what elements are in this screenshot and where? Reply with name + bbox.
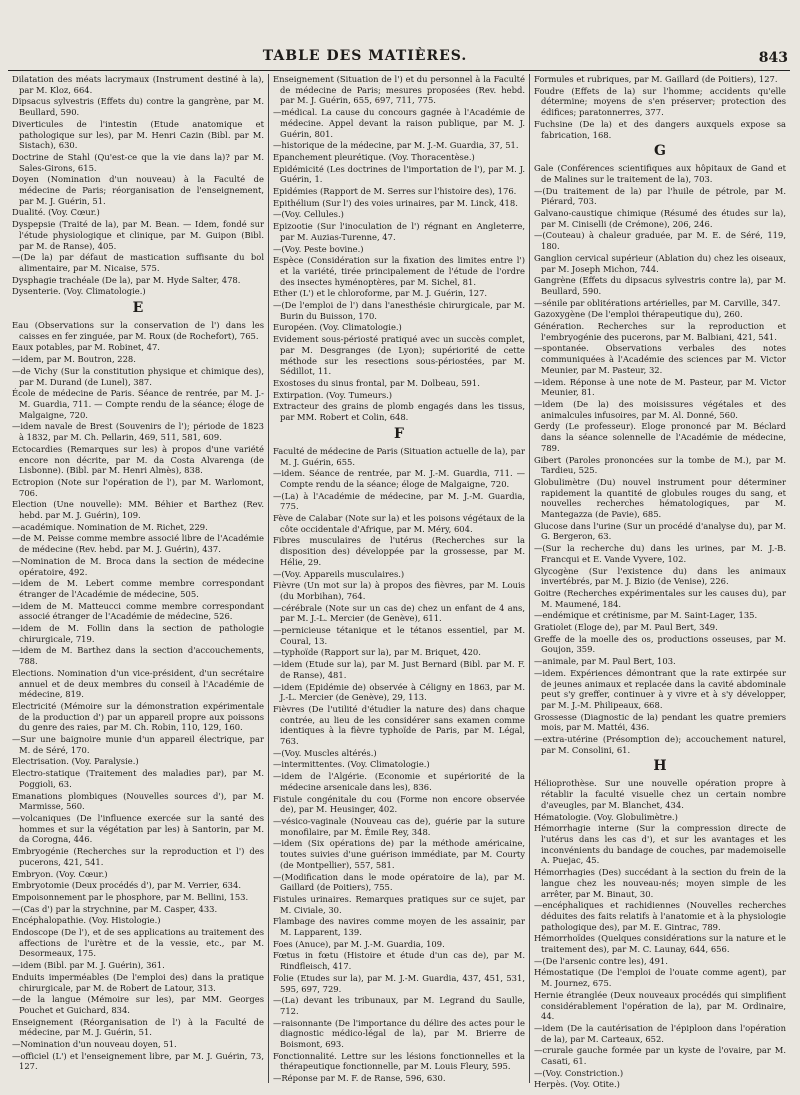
index-entry: Enseignement (Situation de l') et du personnel à la Faculté de médecine de Paris; mesures proposées (Rev. hebd. par M. J. Guérin, 655, 697, 711, 775. [273,74,525,106]
index-column-left [8,74,268,1083]
index-entry: Hématologie. (Voy. Globulimètre.) [534,811,678,822]
index-entry: Globulimètre (Du) nouvel instrument pour déterminer rapidement la quantité de globules rouges du sang, et nouvelles recherches hématologiques, par M. Mantegazza (de Pavie), 685. [534,476,786,520]
index-entry: Extirpation. (Voy. Tumeurs.) [273,389,393,400]
index-entry: Eau (Observations sur la conservation de l') dans les caisses en fer zinguée, par M. Roux (de Rochefort), 765. [12,320,264,341]
index-entry: Goitre (Recherches expérimentales sur les causes du), par M. Maumené, 184. [534,587,786,609]
index-entry: —(Modification dans le mode opératoire de la), par M. Gaillard (de Poitiers), 755. [273,871,525,893]
index-entry: —(La) à l'Académie de médecine, par M. J.-M. Guardia, 775. [273,490,525,512]
index-entry: —académique. Nomination de M. Richet, 229. [12,521,208,532]
index-entry: Espèce (Considération sur la fixation des limites entre l') et la variété, tirée principalement de l'étude de l'ordre des insectes hyménoptères, par M. Sichel, 81. [273,255,525,287]
index-entry: —raisonnante (De l'importance du délire des actes pour le diagnostic médico-légal de la), par M. Brierre de Boismont, 693. [273,1017,525,1050]
index-entry: —extra-utérine (Présomption de); accouchement naturel, par M. Consolini, 61. [534,734,786,755]
section-letter: G [654,143,666,160]
index-entry: —(Sur la recherche du) dans les urines, par M. J.-B. Francqui et E. Vande Vyvere, 102. [534,543,786,564]
index-entry: Electricité (Mémoire sur la démonstration expérimentale de la production d') par un appareil propre aux poissons du genre des raies, par M. Ch. Robin, 110, 129, 160. [12,700,264,733]
index-entry: Dyspepsie (Traité de la), par M. Bean. — Idem, fondé sur l'étude physiologique et clinique, par M. Guipon (Bibl. par M. de Ranse), 405. [12,219,264,251]
index-entry: —de la langue (Mémoire sur les), par MM. Georges Pouchet et Guichard, 834. [12,994,264,1015]
index-entry: Endoscope (De l'), et de ses applications au traitement des affections de l'urètre et de la vessie, etc., par M. Desormeaux, 175. [12,927,264,959]
index-entry: —officiel (L') et l'enseignement libre, par M. J. Guérin, 73, 127. [12,1050,264,1072]
index-entry: —idem (Etude sur la), par M. Just Bernard (Bibl. par M. F. de Ranse), 481. [273,659,525,680]
index-entry: —idem de l'Algérie. (Economie et supériorité de la médecine arsenicale dans les), 836. [273,771,525,792]
index-entry: Encéphalopathie. (Voy. Histologie.) [12,915,161,926]
index-entry: Gangrène (Effets du dipsacus sylvestris contre la), par M. Beullard, 590. [534,275,786,296]
index-entry: Herpès. (Voy. Otite.) [534,1079,620,1090]
index-entry: Embryon. (Voy. Cœur.) [12,868,108,879]
index-entry: Dipsacus sylvestris (Effets du) contre la gangrène, par M. Beullard, 590. [12,96,264,118]
index-entry: —crurale gauche formée par un kyste de l'ovaire, par M. Casati, 61. [534,1045,786,1067]
index-entry: Epithélium (Sur l') des voies urinaires, par M. Linck, 418. [273,197,518,208]
index-entry: —idem. Réponse à une note de M. Pasteur, par M. Victor Meunier, 81. [534,376,786,398]
index-entry: —(La) devant les tribunaux, par M. Legrand du Saulle, 712. [273,995,525,1016]
index-entry: —historique de la médecine, par M. J.-M. Guardia, 37, 51. [273,140,519,151]
index-entry: —pernicieuse tétanique et le tétanos essentiel, par M. Coural, 13. [273,625,525,646]
index-entry: —(Du traitement de la) par l'huile de pétrole, par M. Piérard, 703. [534,185,786,207]
index-entry: Embryogénie (Recherches sur la reproduction et l') des pucerons, 421, 541. [12,846,264,867]
index-entry: Hernie étranglée (Deux nouveaux procédés qui simplifient considérablement l'opération de la), par M. Ordinaire, 44. [534,989,786,1022]
running-head [0,42,800,64]
index-entry: Empoisonnement par le phosphore, par M. Bellini, 153. [12,891,249,902]
index-entry: —Sur une baignoire munie d'un appareil électrique, par M. de Séré, 170. [12,734,264,755]
index-entry: Ganglion cervical supérieur (Ablation du) chez les oiseaux, par M. Joseph Michon, 744. [534,252,786,274]
index-entry: Epanchement pleurétique. (Voy. Thoracentèse.) [273,151,475,162]
index-entry: —typhoïde (Rapport sur la), par M. Briquet, 420. [273,647,481,658]
index-entry: Embryotomie (Deux procédés d'), par M. Verrier, 634. [12,880,241,891]
page-number: 843 [758,50,788,66]
index-entry: —Réponse par M. F. de Ranse, 596, 630. [273,1073,446,1084]
index-entry: Gibert (Paroles prononcées sur la tombe de M.), par M. Tardieu, 525. [534,454,786,476]
index-entry: —vésico-vaginale (Nouveau cas de), guérie par la suture monofilaire, par M. Émile Rey, 348. [273,816,525,837]
index-entry: —intermittentes. (Voy. Climatologie.) [273,759,430,770]
page-title: TABLE DES MATIÈRES. [262,48,468,64]
index-entry: —encéphaliques et rachidiennes (Nouvelles recherches déduites des faits relatifs à l'anatomie et à la physiologie pathologique des), par M. E. Gintrac, 789. [534,900,786,932]
index-entry: Ectocardies (Remarques sur les) à propos d'une variété encore non décrite, par M. da Costa Alvarenga (de Lisbonne). (Bibl. par M. Henri Almès), 838. [12,443,264,476]
index-entry: Glucose dans l'urine (Sur un procédé d'analyse du), par M. G. Bergeron, 63. [534,520,786,542]
index-entry: Fœtus in fœtu (Histoire et étude d'un cas de), par M. Rindfleisch, 417. [273,950,525,972]
index-entry: —animale, par M. Paul Bert, 103. [534,656,676,667]
index-entry: Ectropion (Note sur l'opération de l'), par M. Warlomont, 706. [12,476,264,498]
index-entry: Dilatation des méats lacrymaux (Instrument destiné à la), par M. Kloz, 664. [12,74,264,95]
index-entry: Fistules urinaires. Remarques pratiques sur ce sujet, par M. Civiale, 30. [273,893,525,915]
index-entry: Gratiolet (Eloge de), par M. Paul Bert, 349. [534,622,718,633]
index-entry: —médical. La cause du concours gagnée à l'Académie de médecine. Appel devant la raison publique, par M. J. Guérin, 801. [273,107,525,139]
index-entry: Gerdy (Le professeur). Eloge prononcé par M. Béclard dans la séance solennelle de l'Académie de médecine, 789. [534,421,786,453]
index-entry: —idem (De la cautérisation de l'épiploon dans l'opération de la), par M. Carteaux, 652. [534,1022,786,1044]
index-column-right [529,74,790,1090]
index-entry: Election (Une nouvelle): MM. Béhier et Barthez (Rev. hebd. par M. J. Guérin), 109. [12,499,264,521]
index-entry: Flambage des navires comme moyen de les assainir, par M. Lapparent, 139. [273,916,525,938]
index-entry: —cérébrale (Note sur un cas de) chez un enfant de 4 ans, par M. J.-L. Mercier (de Genève), 611. [273,602,525,624]
index-entry: Galvano-caustique chimique (Résumé des études sur la), par M. Ciniselli (de Crémone), 206, 246. [534,208,786,229]
index-entry: Glycogène (Sur l'existence du) dans les animaux invertébrés, par M. J. Bizio (de Venise), 226. [534,565,786,587]
section-letter: F [394,425,404,442]
index-entry: Emanations plombiques (Nouvelles sources d'), par M. Marmisse, 560. [12,790,264,812]
index-entry: Greffe de la moelle des os, productions osseuses, par M. Goujon, 359. [534,633,786,655]
index-entry: —spontanée. Observations verbales des notes communiquées à l'Académie des sciences par M. Victor Meunier, par M. Pasteur, 32. [534,343,786,375]
index-entry: Formules et rubriques, par M. Gaillard (de Poitiers), 127. [534,74,778,84]
index-entry: —idem, par M. Boutron, 228. [12,354,136,365]
index-entry: Hémorrhagies (Des) succédant à la section du frein de la langue chez les nouveau-nés; moyen simple de les arrêter, par M. Binaut, 30. [534,867,786,899]
index-entry: —idem (Epidémie de) observée à Céligny en 1863, par M. J.-L. Mercier (de Genève), 29, 113. [273,681,525,703]
index-entry: Electro-statique (Traitement des maladies par), par M. Poggioli, 63. [12,768,264,789]
index-entry: Fièvre (Un mot sur la) à propos des fièvres, par M. Louis (du Morbihan), 764. [273,580,525,601]
index-entry: Epidémies (Rapport de M. Serres sur l'histoire des), 176. [273,186,517,197]
index-entry: —(Voy. Cellules.) [273,209,344,220]
index-entry: —(Voy. Constriction.) [534,1067,624,1078]
index-entry: Folie (Etudes sur la), par M. J.-M. Guardia, 437, 451, 531, 595, 697, 729. [273,972,525,994]
index-entry: —Nomination de M. Broca dans la section de médecine opératoire, 492. [12,555,264,577]
index-entry: —(Voy. Appareils musculaires.) [273,568,405,579]
index-entry: —volcaniques (De l'influence exercée sur la santé des hommes et sur la végétation par les) à Santorin, par M. da Corogna, 446. [12,813,264,845]
index-entry: —idem. Expériences démontrant que la rate extirpée sur de jeunes animaux et replacée dans la cavité abdominale peut s'y greffer, continuer à y vivre et à s'y développer, par M. J.-M. Philipeaux, 668. [534,667,786,710]
index-entry: Ether (L') et le chloroforme, par M. J. Guérin, 127. [273,288,488,299]
index-entry: Enseignement (Réorganisation de l') à la Faculté de médecine, par M. J. Guérin, 51. [12,1016,264,1038]
index-entry: Elections. Nomination d'un vice-président, d'un secrétaire annuel et de deux membres du conseil à l'Académie de médecine, 819. [12,667,264,700]
index-entry: —idem navale de Brest (Souvenirs de l'); période de 1823 à 1832, par M. Ch. Pellarin, 469, 511, 581, 609. [12,421,264,443]
index-entry: Fonctionnalité. Lettre sur les lésions fonctionnelles et la thérapeutique fonctionnelle, par M. Louis Fleury, 595. [273,1050,525,1072]
index-entry: —(Voy. Muscles altérés.) [273,747,377,758]
index-entry: Grossesse (Diagnostic de la) pendant les quatre premiers mois, par M. Mattéi, 436. [534,711,786,733]
index-entry: —(Voy. Peste bovine.) [273,243,364,254]
index-entry: Dysenterie. (Voy. Climatologie.) [12,286,146,297]
index-entry: Hélioprothèse. Sur une nouvelle opération propre à rétablir la faculté visuelle chez un certain nombre d'aveugles, par M. Blanchet, 434. [534,778,786,810]
index-entry: Européen. (Voy. Climatologie.) [273,322,402,333]
index-entry: —idem. Séance de rentrée, par M. J.-M. Guardia, 711. — Compte rendu de la séance; éloge de Malgaigne, 720. [273,468,525,489]
index-entry: Fièvres (De l'utilité d'étudier la nature des) dans chaque contrée, au lieu de les considérer sans examen comme identiques à la fièvre typhoïde de Paris, par M. Légal, 763. [273,703,525,747]
index-entry: Fève de Calabar (Note sur la) et les poisons végétaux de la côte occidentale d'Afrique, par M. Méry, 604. [273,513,525,534]
index-entry: —idem de M. Lebert comme membre correspondant étranger de l'Académie de médecine, 505. [12,578,264,599]
index-entry: Gazoxygène (De l'emploi thérapeutique du), 260. [534,309,743,320]
index-entry: Génération. Recherches sur la reproduction et l'embryogénie des pucerons, par M. Balbiani, 421, 541. [534,321,786,342]
index-entry: Diverticules de l'intestin (Etude anatomique et pathologique sur les), par M. Henri Cazin (Bibl. par M. Sistach), 630. [12,118,264,151]
index-entry: Doyen (Nomination d'un nouveau) à la Faculté de médecine de Paris; réorganisation de l'enseignement, par M. J. Guérin, 51. [12,174,264,206]
index-entry: —(De l'emploi de l') dans l'anesthésie chirurgicale, par M. Burin du Buisson, 170. [273,300,525,321]
index-entry: —idem de M. Barthez dans la section d'accouchements, 788. [12,645,264,667]
index-entry: Gale (Conférences scientifiques aux hôpitaux de Gand et de Malines sur le traitement de la), 703. [534,163,786,184]
index-entry: Foudre (Effets de la) sur l'homme; accidents qu'elle détermine; moyens de s'en préserver; protection des édifices; paratonnerres, 377. [534,85,786,118]
index-entry: Enduits imperméables (De l'emploi des) dans la pratique chirurgicale, par M. de Robert de Latour, 313. [12,971,264,993]
index-entry: —(Couteau) à chaleur graduée, par M. E. de Séré, 119, 180. [534,230,786,252]
index-entry: Epizootie (Sur l'inoculation de l') régnant en Angleterre, par M. Auzias-Turenne, 47. [273,221,525,242]
index-entry: —idem (De la) des moisissures végétales et des animalcules infusoires, par M. Al. Donné, 560. [534,398,786,420]
section-letter: E [132,300,144,317]
index-entry: Hémorrhagie interne (Sur la compression directe de l'utérus dans les cas d'), et sur les avantages et les inconvénients du bandage de couches, par mademoiselle A. Puejac, 45. [534,823,786,866]
index-entry: Fuchsine (De la) et des dangers auxquels expose sa fabrication, 168. [534,118,786,140]
header-rule [8,70,790,71]
index-entry: Fibres musculaires de l'utérus (Recherches sur la disposition des) développée par la grossesse, par M. Hélie, 29. [273,535,525,567]
index-entry: Extracteur des grains de plomb engagés dans les tissus, par MM. Robert et Colin, 648. [273,401,525,423]
index-entry: —endémique et crétinisme, par M. Saint-Lager, 135. [534,610,758,621]
index-entry: Exostoses du sinus frontal, par M. Dolbeau, 591. [273,377,480,388]
index-entry: Epidémicité (Les doctrines de l'importation de l'), par M. J. Guérin, 1. [273,163,525,185]
index-entry: Foes (Anuce), par M. J.-M. Guardia, 109. [273,938,445,949]
index-entry: —idem (Six opérations de) par la méthode américaine, toutes suivies d'une guérison immédiate, par M. Courty (de Montpellier), 557, 581. [273,838,525,870]
index-entry: —idem (Bibl. par M. J. Guérin), 361. [12,960,165,971]
index-entry: Electrisation. (Voy. Paralysie.) [12,756,139,767]
index-entry: —(De l'arsenic contre les), 491. [534,955,668,966]
index-entry: École de médecine de Paris. Séance de rentrée, par M. J.-M. Guardia, 711. — Compte rendu de la séance; éloge de Malgaigne, 720. [12,388,264,420]
index-entry: —de Vichy (Sur la constitution physique et chimique des), par M. Durand (de Lunel), 387. [12,365,264,387]
index-entry: —idem de M. Matteucci comme membre correspondant associé étranger de l'Académie de médecine, 526. [12,600,264,622]
index-entry: Hémorrhoïdes (Quelques considérations sur la nature et le traitement des), par M. C. Launay, 644, 656. [534,933,786,955]
index-entry: Fistule congénitale du cou (Forme non encore observée de), par M. Heusinger, 402. [273,793,525,815]
index-entry: —(De la) par défaut de mastication suffisante du bol alimentaire, par M. Nicaise, 575. [12,252,264,273]
index-entry: Dualité. (Voy. Cœur.) [12,207,100,218]
index-entry: —sénile par oblitérations artérielles, par M. Carville, 347. [534,297,781,308]
index-entry: Faculté de médecine de Paris (Situation actuelle de la), par M. J. Guérin, 655. [273,445,525,467]
index-entry: Doctrine de Stahl (Qu'est-ce que la vie dans la)? par M. Sales-Girons, 615. [12,151,264,173]
index-entry: Hémostatique (De l'emploi de l'ouate comme agent), par M. Journez, 675. [534,967,786,989]
index-entry: —(Cas d') par la strychnine, par M. Casper, 433. [12,903,218,914]
index-entry: —Nomination d'un nouveau doyen, 51. [12,1039,177,1050]
index-entry: Eaux potables, par M. Robinet, 47. [12,342,160,353]
index-column-middle [268,74,529,1083]
index-columns [8,74,790,1090]
section-letter: H [653,758,667,775]
index-entry: —idem de M. Follin dans la section de pathologie chirurgicale, 719. [12,623,264,644]
index-entry: —de M. Peisse comme membre associé libre de l'Académie de médecine (Rev. hebd. par M. J. Guérin), 437. [12,533,264,555]
index-entry: Dysphagie trachéale (De la), par M. Hyde Salter, 478. [12,274,241,285]
index-entry: Evidement sous-périosté pratiqué avec un succès complet, par M. Desgranges (de Lyon); supériorité de cette méthode sur les resections sous-périostées, par M. Sédillot, 11. [273,334,525,377]
